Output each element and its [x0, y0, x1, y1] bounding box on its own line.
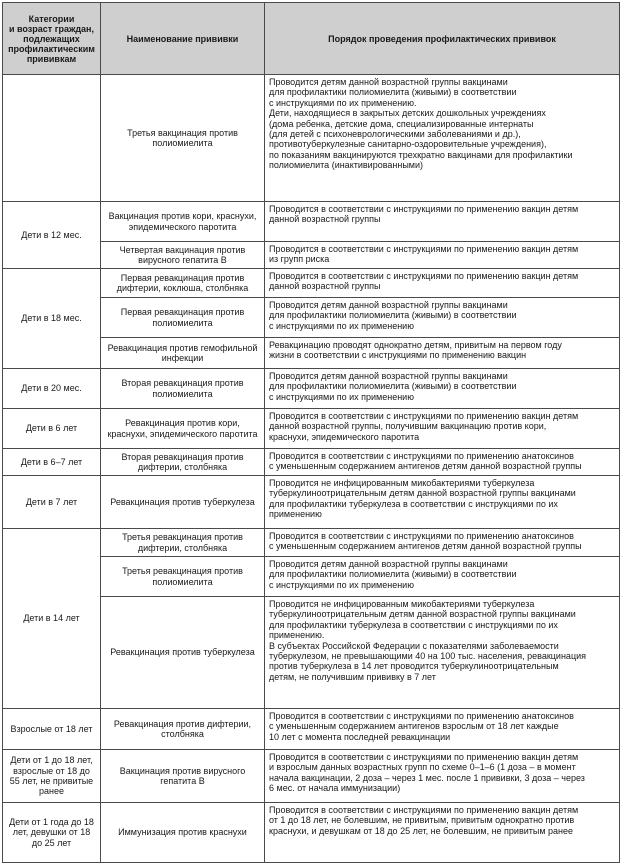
- header-category-line: и возраст граждан, подлежащих профилактическим прививкам: [8, 23, 95, 64]
- procedure-line: Проводится в соответствии с инструкциями по применению вакцин детям: [269, 271, 579, 281]
- vaccination-cell: Вакцинация против вирусного гепатита В: [101, 750, 265, 803]
- procedure-line: (для детей с психоневрологическими заболеваниями и др.),: [269, 129, 521, 140]
- procedure-line: данной возрастной группы, получившим вакцинацию против кори,: [269, 421, 547, 432]
- procedure-cell: [265, 369, 620, 409]
- vaccination-cell: Ревакцинация против кори, краснухи, эпидемического паротита: [101, 409, 265, 449]
- category-cell: Дети в 14 лет: [3, 529, 101, 709]
- vaccination-cell: Вторая ревакцинация против дифтерии, столбняка: [101, 449, 265, 476]
- vaccination-schedule-page: [2, 2, 619, 863]
- procedure-line: Проводится в соответствии с инструкциями по применению вакцин детям: [269, 204, 579, 214]
- vaccination-cell: Ревакцинация против туберкулеза: [101, 597, 265, 709]
- vaccination-cell: Вторая ревакцинация против полиомиелита: [101, 369, 265, 409]
- vaccination-cell: Третья ревакцинация против полиомиелита: [101, 557, 265, 597]
- procedure-line: Ревакцинацию проводят однократно детям, привитым на первом году: [269, 340, 562, 350]
- procedure-line: применению.: [269, 630, 325, 641]
- procedure-line: туберкулиноотрицательным детям данной возрастной группы вакцинами: [269, 609, 576, 620]
- procedure-line: полиомиелита (инактивированными): [269, 160, 424, 171]
- procedure-cell: [265, 709, 620, 750]
- vaccination-cell: Ревакцинация против дифтерии, столбняка: [101, 709, 265, 750]
- procedure-line: для профилактики туберкулеза в соответствии с инструкциями по их: [269, 498, 558, 509]
- procedure-line: противотуберкулезные санитарно-оздоровительные учреждения),: [269, 139, 547, 150]
- procedure-line: данной возрастной группы: [269, 214, 381, 225]
- procedure-line: начала вакцинации, 2 доза – через 1 мес. после 1 прививки, 3 доза – через: [269, 772, 585, 783]
- procedure-line: с уменьшенным содержанием антигенов детям данной возрастной группы: [269, 541, 582, 552]
- vaccination-cell: Первая ревакцинация против дифтерии, коклюша, столбняка: [101, 269, 265, 298]
- vaccination-cell: Третья ревакцинация против дифтерии, столбняка: [101, 529, 265, 557]
- procedure-line: против туберкулеза в 14 лет проводится туберкулиноотрицательным: [269, 661, 559, 672]
- procedure-line: 10 лет с момента последней ревакцинации: [269, 731, 451, 742]
- header-category-line: Категории: [28, 13, 75, 24]
- procedure-cell: [265, 597, 620, 709]
- procedure-line: от 1 до 18 лет, не болевшим, не привитым, привитым однократно против: [269, 815, 575, 826]
- procedure-line: с инструкциями по их применению: [269, 579, 414, 590]
- procedure-cell: [265, 449, 620, 476]
- table-row: [3, 75, 620, 202]
- procedure-cell: [265, 269, 620, 298]
- procedure-line: данной возрастной группы: [269, 281, 381, 292]
- table-row: [3, 803, 620, 863]
- category-cell: Дети от 1 года до 18 лет, девушки от 18 до 25 лет: [3, 803, 101, 863]
- vaccination-cell: Вакцинация против кори, краснухи, эпидемического паротита: [101, 202, 265, 242]
- procedure-line: (дома ребенка, детские дома, специализированные интернаты: [269, 118, 534, 129]
- procedure-line: краснухи, и девушкам от 18 до 25 лет, не болевшим, не привитым ранее: [269, 825, 574, 836]
- table-row: [3, 529, 620, 557]
- procedure-cell: [265, 338, 620, 369]
- vaccination-cell: Первая ревакцинация против полиомиелита: [101, 298, 265, 338]
- procedure-line: 6 мес. от начала иммунизации): [269, 783, 401, 794]
- vaccination-cell: Ревакцинация против гемофильной инфекции: [101, 338, 265, 369]
- table-row: [3, 369, 620, 409]
- procedure-cell: [265, 298, 620, 338]
- table-row: [3, 709, 620, 750]
- table-row: [3, 269, 620, 298]
- procedure-line: с уменьшенным содержанием антигенов взрослым от 18 лет каждые: [269, 721, 559, 732]
- header-vaccination: Наименование прививки: [101, 3, 265, 75]
- table-row: [3, 409, 620, 449]
- procedure-line: Проводится детям данной возрастной группы вакцинами: [269, 77, 508, 87]
- category-cell: Дети в 6 лет: [3, 409, 101, 449]
- procedure-cell: [265, 75, 620, 202]
- header-category: [3, 3, 101, 75]
- category-cell: Дети в 7 лет: [3, 476, 101, 529]
- category-cell: Дети в 18 мес.: [3, 269, 101, 369]
- category-cell: Дети в 12 мес.: [3, 202, 101, 269]
- procedure-line: Дети, находящиеся в закрытых детских дошкольных учреждениях: [269, 108, 546, 119]
- procedure-line: детям, не получившим прививку в 7 лет: [269, 671, 436, 682]
- category-cell: Дети от 1 до 18 лет, взрослые от 18 до 55 лет, не привитые ранее: [3, 750, 101, 803]
- table-row: [3, 449, 620, 476]
- vaccination-table: [2, 2, 620, 863]
- procedure-line: Проводится в соответствии с инструкциями по применению анатоксинов: [269, 451, 574, 461]
- procedure-line: из групп риска: [269, 254, 330, 265]
- procedure-line: Проводится детям данной возрастной группы вакцинами: [269, 559, 508, 569]
- procedure-cell: [265, 803, 620, 863]
- procedure-cell: [265, 557, 620, 597]
- header-procedure: Порядок проведения профилактических прививок: [265, 3, 620, 75]
- procedure-line: для профилактики полиомиелита (живыми) в соответствии: [269, 87, 517, 98]
- procedure-line: Проводится в соответствии с инструкциями по применению анатоксинов: [269, 531, 574, 541]
- procedure-line: с инструкциями по их применению: [269, 320, 414, 331]
- vaccination-cell: Третья вакцинация против полиомиелита: [101, 75, 265, 202]
- procedure-cell: [265, 242, 620, 269]
- procedure-line: Проводится в соответствии с инструкциями по применению вакцин детям: [269, 752, 579, 762]
- category-cell: Дети в 6–7 лет: [3, 449, 101, 476]
- procedure-line: В субъектах Российской Федерации с показателями заболеваемости: [269, 640, 559, 651]
- procedure-line: краснухи, эпидемического паротита: [269, 431, 420, 442]
- procedure-line: для профилактики полиомиелита (живыми) в соответствии: [269, 310, 517, 321]
- procedure-line: жизни в соответствии с инструкциями по применению вакцин: [269, 350, 527, 361]
- table-body: [3, 75, 620, 863]
- procedure-cell: [265, 476, 620, 529]
- vaccination-cell: Иммунизация против краснухи: [101, 803, 265, 863]
- procedure-line: Проводится в соответствии с инструкциями по применению вакцин детям: [269, 411, 579, 421]
- procedure-line: Проводится в соответствии с инструкциями по применению вакцин детям: [269, 805, 579, 815]
- procedure-line: для профилактики полиомиелита (живыми) в соответствии: [269, 569, 517, 580]
- procedure-line: с уменьшенным содержанием антигенов детям данной возрастной группы: [269, 461, 582, 472]
- procedure-line: Проводится детям данной возрастной группы вакцинами: [269, 300, 508, 310]
- table-row: [3, 750, 620, 803]
- procedure-line: по показаниям вакцинируются трехкратно вакцинами для профилактики: [269, 149, 573, 160]
- procedure-cell: [265, 529, 620, 557]
- procedure-line: Проводится в соответствии с инструкциями по применению вакцин детям: [269, 244, 579, 254]
- vaccination-cell: Четвертая вакцинация против вирусного гепатита В: [101, 242, 265, 269]
- procedure-line: Проводится не инфицированным микобактериями туберкулеза: [269, 478, 535, 488]
- procedure-line: с инструкциями по их применению.: [269, 97, 417, 108]
- category-cell: Дети в 20 мес.: [3, 369, 101, 409]
- procedure-cell: [265, 409, 620, 449]
- table-header: [3, 3, 620, 75]
- procedure-cell: [265, 750, 620, 803]
- table-row: [3, 476, 620, 529]
- procedure-line: для профилактики туберкулеза в соответствии с инструкциями по их: [269, 619, 558, 630]
- procedure-line: Проводится детям данной возрастной группы вакцинами: [269, 371, 508, 381]
- category-cell: [3, 75, 101, 202]
- procedure-cell: [265, 202, 620, 242]
- procedure-line: применению: [269, 509, 322, 520]
- procedure-line: Проводится не инфицированным микобактериями туберкулеза: [269, 599, 535, 609]
- procedure-line: туберкулиноотрицательным детям данной возрастной группы вакцинами: [269, 488, 576, 499]
- procedure-line: и взрослым данных возрастных групп по схеме 0–1–6 (1 доза – в момент: [269, 762, 576, 773]
- table-row: [3, 202, 620, 242]
- procedure-line: с инструкциями по их применению: [269, 391, 414, 402]
- category-cell: Взрослые от 18 лет: [3, 709, 101, 750]
- vaccination-cell: Ревакцинация против туберкулеза: [101, 476, 265, 529]
- procedure-line: туберкулезом, не превышающими 40 на 100 тыс. населения, ревакцинация: [269, 651, 586, 662]
- procedure-line: для профилактики полиомиелита (живыми) в соответствии: [269, 381, 517, 392]
- procedure-line: Проводится в соответствии с инструкциями по применению анатоксинов: [269, 711, 574, 721]
